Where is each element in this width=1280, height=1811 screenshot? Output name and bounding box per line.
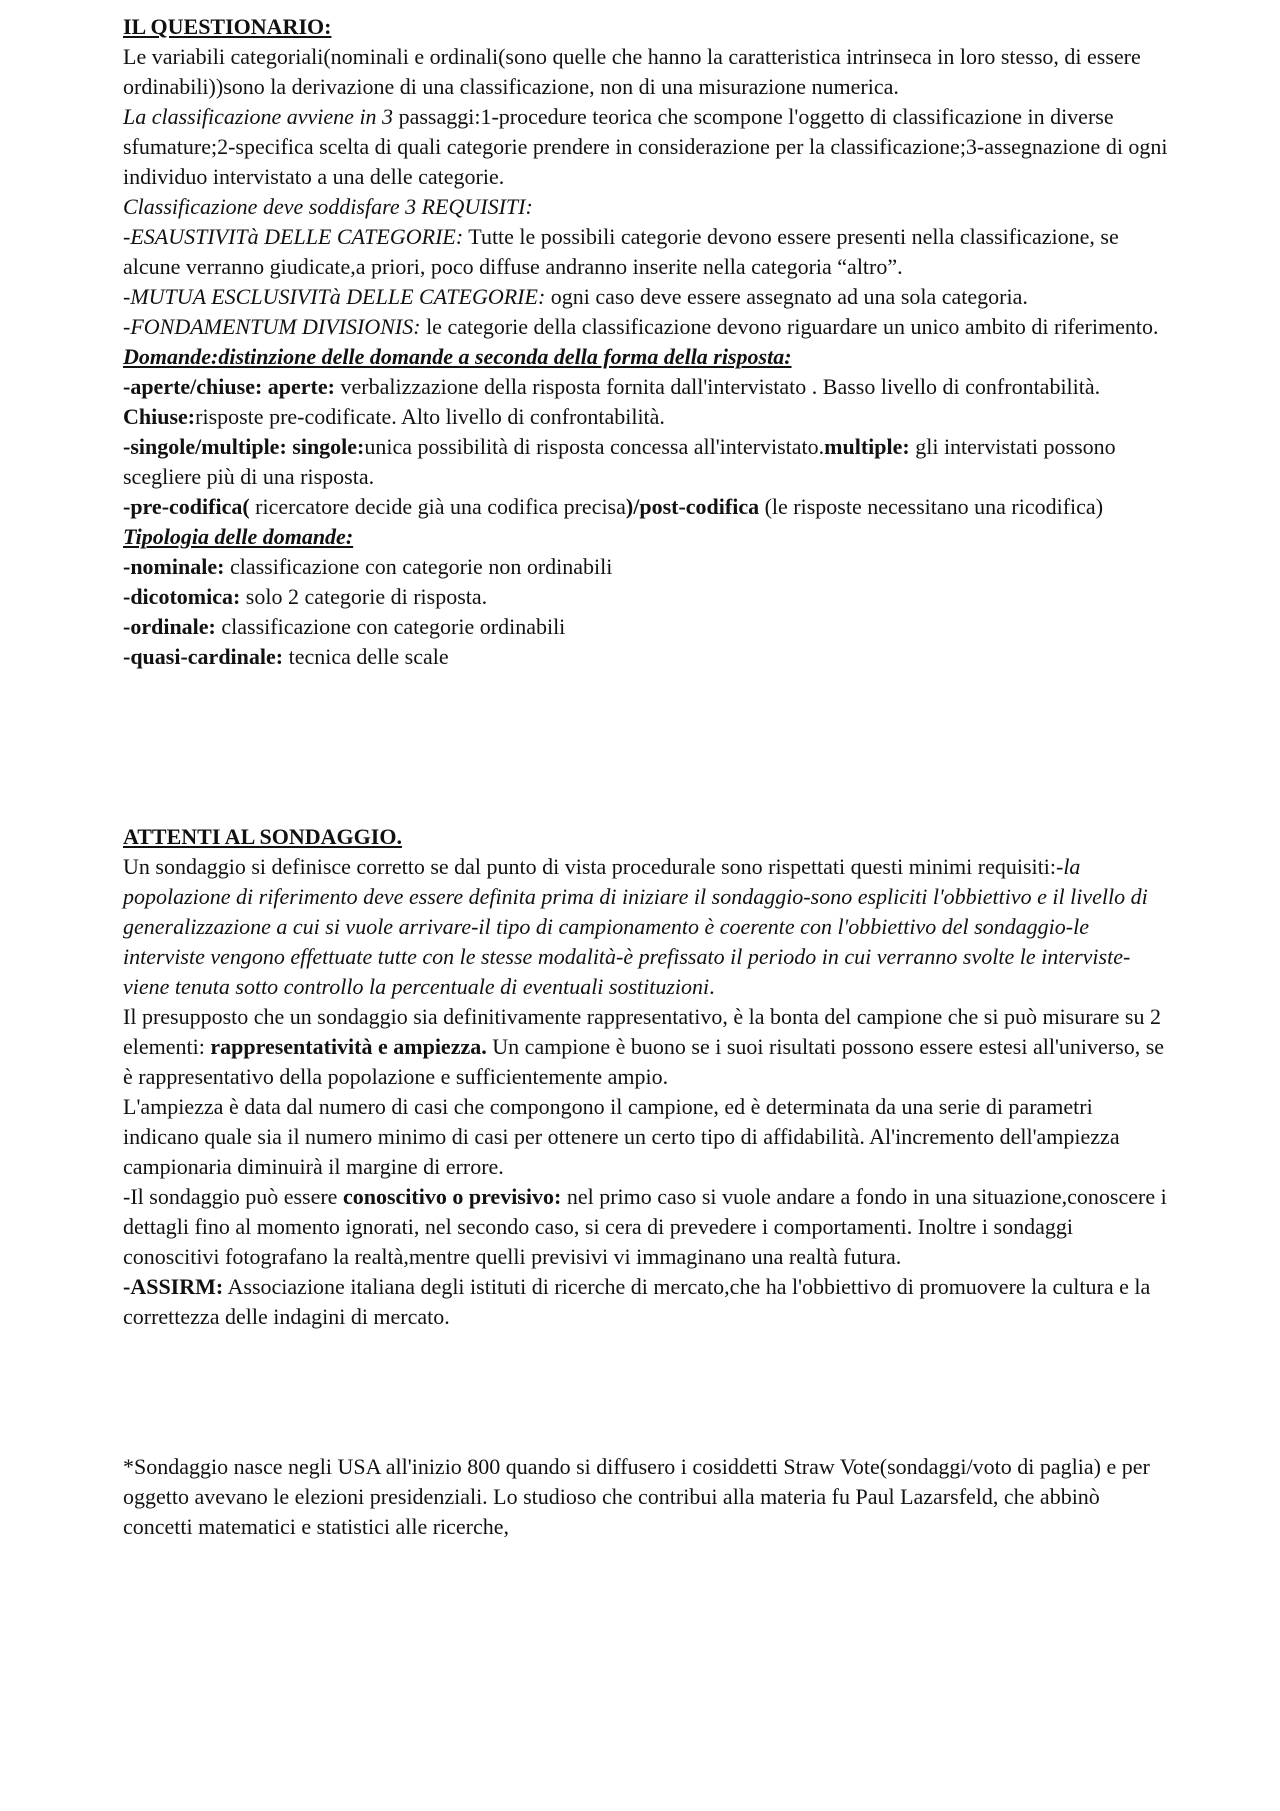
paragraph-requisiti-sondaggio: Un sondaggio si definisce corretto se dal punto di vista procedurale sono rispettati questi minimi requisiti:-la popolazione di riferimento deve essere definita prima di iniziare il sondaggio-sono espliciti l'obbiettivo e il livello di generalizzazione a cui si vuole arrivare-il tipo di campionamento è coerente con l'obbiettivo del sondaggio-le interviste vengono effettuate tutte con le stesse modalità-è prefissato il periodo in cui verranno svolte le interviste-viene tenuta sotto controllo la percentuale di eventuali sostituzioni. [123,854,1148,999]
requisito-fondamentum: -FONDAMENTUM DIVISIONIS: le categorie della classificazione devono riguardare un unico ambito di riferimento. [123,314,1159,339]
paragraph-storia-sondaggio: *Sondaggio nasce negli USA all'inizio 800 quando si diffusero i cosiddetti Straw Vote(sondaggi/voto di paglia) e per oggetto avevano le elezioni presidenziali. Lo studioso che contribui alla materia fu Paul Lazarsfeld, che abbinò concetti matematici e statistici alle ricerche, [123,1454,1150,1539]
requisito-esaustivita: -ESAUSTIVITà DELLE CATEGORIE: Tutte le possibili categorie devono essere presenti nella classificazione, se alcune verranno giudicate,a priori, poco diffuse andranno inserite nella categoria “altro”. [123,224,1119,279]
text-italic: La classificazione avviene in 3 [123,104,394,129]
section-title-questionario: IL QUESTIONARIO: [123,14,332,39]
domande-pre-post-codifica: -pre-codifica( ricercatore decide già una codifica precisa)/post-codifica (le risposte necessitano una ricodifica) [123,494,1104,519]
tipologia-dicotomica: -dicotomica: solo 2 categorie di risposta. [123,584,488,609]
text: passaggi:1-procedure teorica che scompone l'oggetto di classificazione in diverse sfumature;2-specifica scelta di quali categorie prendere in considerazione per la classificazione;3-assegnazione di ogni individuo intervistato a una delle categorie. [123,104,1168,189]
paragraph-ampiezza: L'ampiezza è data dal numero di casi che compongono il campione, ed è determinata da una serie di parametri indicano quale sia il numero minimo di casi per ottenere un certo tipo di affidabilità. Al'incremento dell'ampiezza campionaria diminuirà il margine di errore. [123,1094,1120,1179]
blank-space [123,1332,1173,1452]
domande-aperte-chiuse: -aperte/chiuse: aperte: verbalizzazione della risposta fornita dall'intervistato . Basso livello di confrontabilità. Chiuse:risposte pre-codificate. Alto livello di confrontabilità. [123,374,1101,429]
requisito-label: -FONDAMENTUM DIVISIONIS: [123,314,421,339]
blank-space [123,672,1173,822]
section-title-sondaggio: ATTENTI AL SONDAGGIO. [123,824,402,849]
requisito-mutua-esclusivita: -MUTUA ESCLUSIVITà DELLE CATEGORIE: ogni caso deve essere assegnato ad una sola categoria. [123,284,1028,309]
paragraph-assirm: -ASSIRM: Associazione italiana degli istituti di ricerche di mercato,che ha l'obbiettivo di promuovere la cultura e la correttezza delle indagini di mercato. [123,1274,1151,1329]
paragraph-conoscitivo-previsivo: -Il sondaggio può essere conoscitivo o previsivo: nel primo caso si vuole andare a fondo in una situazione,conoscere i dettagli fino al momento ignorati, nel secondo caso, si cera di prevedere i comportamenti. Inoltre i sondaggi conoscitivi fotografano la realtà,mentre quelli previsivi vi immaginano una realtà futura. [123,1184,1167,1269]
requisiti-title: Classificazione deve soddisfare 3 REQUISITI: [123,194,533,219]
tipologia-ordinale: -ordinale: classificazione con categorie ordinabili [123,614,566,639]
tipologia-title: Tipologia delle domande: [123,524,354,549]
document-body [123,12,1173,1542]
paragraph-presupposto: Il presupposto che un sondaggio sia definitivamente rappresentativo, è la bonta del campione che si può misurare su 2 elementi: rappresentatività e ampiezza. Un campione è buono se i suoi risultati possono essere estesi all'universo, se è rappresentativo della popolazione e sufficientemente ampio. [123,1004,1165,1089]
requisito-label: -MUTUA ESCLUSIVITà DELLE CATEGORIE: [123,284,546,309]
domande-singole-multiple: -singole/multiple: singole:unica possibilità di risposta concessa all'intervistato.multiple: gli intervistati possono scegliere più di una risposta. [123,434,1116,489]
requisito-label: -ESAUSTIVITà DELLE CATEGORIE: [123,224,464,249]
tipologia-quasi-cardinale: -quasi-cardinale: tecnica delle scale [123,644,449,669]
domande-title: Domande:distinzione delle domande a seconda della forma della risposta: [123,344,792,369]
paragraph-classificazione [123,102,1173,192]
paragraph-variabili: Le variabili categoriali(nominali e ordinali(sono quelle che hanno la caratteristica intrinseca in loro stesso, di essere ordinabili))sono la derivazione di una classificazione, non di una misurazione numerica. [123,44,1141,99]
tipologia-nominale: -nominale: classificazione con categorie non ordinabili [123,554,613,579]
